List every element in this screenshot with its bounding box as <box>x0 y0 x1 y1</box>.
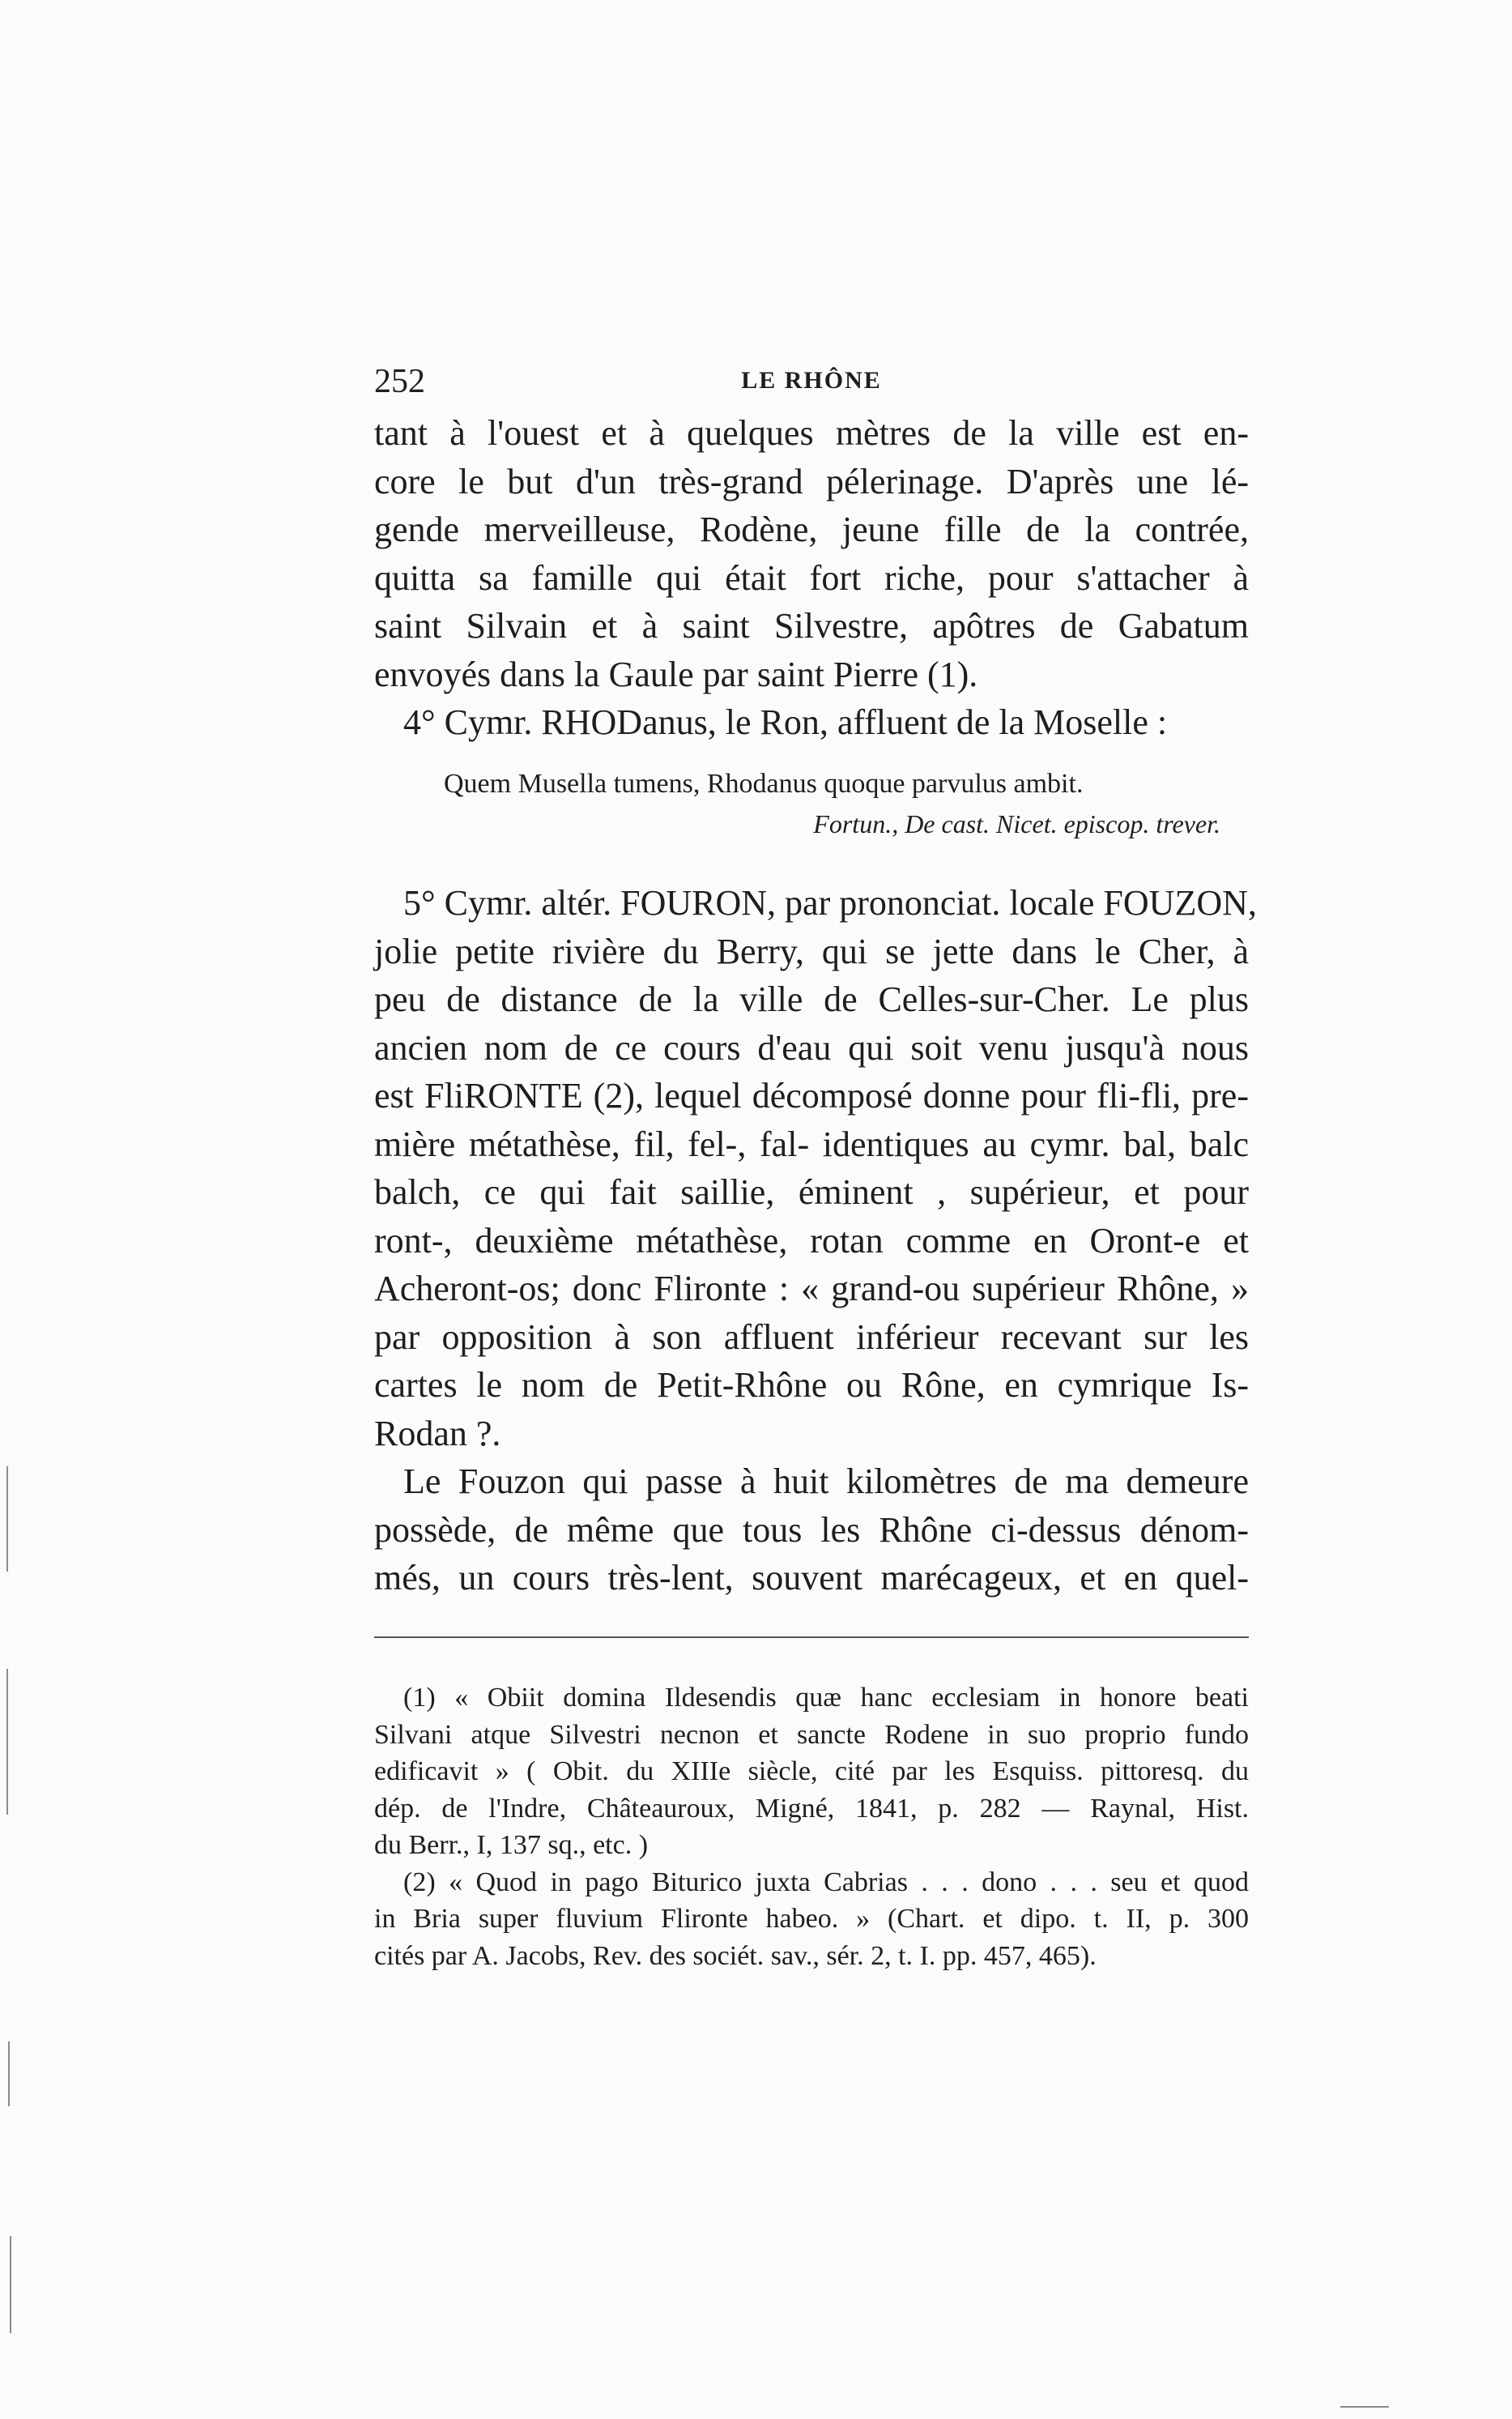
footnote-line: dép. de l'Indre, Châteauroux, Migné, 1841, p. 282 — Raynal, Hist. <box>374 1793 1249 1824</box>
footnote-line: Silvani atque Silvestri necnon et sancte Rodene in suo proprio fundo <box>374 1719 1249 1750</box>
text-line: balch, ce qui fait saillie, éminent , supérieur, et pour <box>374 1172 1249 1212</box>
text-line: saint Silvain et à saint Silvestre, apôtres de Gabatum <box>374 606 1249 646</box>
footnote-separator <box>374 1636 1249 1638</box>
footnote-line: edificavit » ( Obit. du XIIIe siècle, cité par les Esquiss. pittoresq. du <box>374 1756 1249 1786</box>
footnote-line: in Bria super fluvium Flironte habeo. » (Chart. et dipo. t. II, p. 300 <box>374 1904 1249 1934</box>
body-text-bottom <box>374 879 1257 1602</box>
quotation-verse: Quem Musella tumens, Rhodanus quoque parvulus ambit. <box>444 769 1084 799</box>
text-line: envoyés dans la Gaule par saint Pierre (1). <box>374 654 978 694</box>
scan-margin-mark <box>6 1466 8 1572</box>
footnote-line: (2) « Quod in pago Biturico juxta Cabrias . . . dono . . . seu et quod <box>403 1867 1249 1897</box>
text-line: possède, de même que tous les Rhône ci-dessus dénom- <box>374 1509 1249 1550</box>
text-line: peu de distance de la ville de Celles-sur-Cher. Le plus <box>374 979 1249 1019</box>
text-line: est FliRONTE (2), lequel décomposé donne pour fli-fli, pre- <box>374 1076 1249 1116</box>
running-title: LE RHÔNE <box>741 367 882 394</box>
text-line: core le but d'un très-grand pélerinage. D'après une lé- <box>374 461 1249 501</box>
text-line: quitta sa famille qui était fort riche, pour s'attacher à <box>374 557 1249 598</box>
text-line: Acheront-os; donc Flironte : « grand-ou supérieur Rhône, » <box>374 1269 1249 1308</box>
text-line: més, un cours très-lent, souvent marécageux, et en quel- <box>374 1558 1249 1598</box>
text-line: jolie petite rivière du Berry, qui se jette dans le Cher, à <box>374 931 1249 971</box>
text-line: cartes le nom de Petit-Rhône ou Rône, en cymrique Is- <box>374 1365 1249 1405</box>
text-line: 5° Cymr. altér. FOURON, par prononciat. locale FOUZON, <box>403 883 1257 923</box>
scan-margin-mark <box>10 2236 11 2333</box>
text-line: gende merveilleuse, Rodène, jeune fille de la contrée, <box>374 510 1249 549</box>
page-header <box>374 362 1249 403</box>
text-line: par opposition à son affluent inférieur recevant sur les <box>374 1316 1249 1357</box>
page-number: 252 <box>374 363 425 400</box>
scan-margin-mark <box>8 2041 10 2106</box>
text-line: mière métathèse, fil, fel-, fal- identiques au cymr. bal, balc <box>374 1124 1249 1164</box>
footnote-line: du Berr., I, 137 sq., etc. ) <box>374 1830 649 1860</box>
scan-margin-mark <box>1340 2406 1389 2408</box>
footnote-line: cités par A. Jacobs, Rev. des sociét. sav., sér. 2, t. I. pp. 457, 465). <box>374 1940 1097 1971</box>
text-line: tant à l'ouest et à quelques mètres de la ville est en- <box>374 413 1249 453</box>
footnotes <box>374 1679 1249 1974</box>
body-text-top <box>374 409 1249 747</box>
text-line: ront-, deuxième métathèse, rotan comme en Oront-e et <box>374 1220 1249 1261</box>
footnote-line: (1) « Obiit domina Ildesendis quæ hanc ecclesiam in honore beati <box>403 1683 1249 1713</box>
quotation-block <box>444 764 1249 843</box>
text-line: ancien nom de ce cours d'eau qui soit venu jusqu'à nous <box>374 1027 1249 1068</box>
quotation-source: Fortun., De cast. Nicet. episcop. trever. <box>813 809 1220 838</box>
item-4-line: 4° Cymr. RHODanus, le Ron, affluent de la Moselle : <box>403 702 1168 742</box>
text-line: Rodan ?. <box>374 1413 501 1453</box>
scan-margin-mark <box>6 1669 8 1815</box>
text-line: Le Fouzon qui passe à huit kilomètres de ma demeure <box>403 1461 1249 1501</box>
